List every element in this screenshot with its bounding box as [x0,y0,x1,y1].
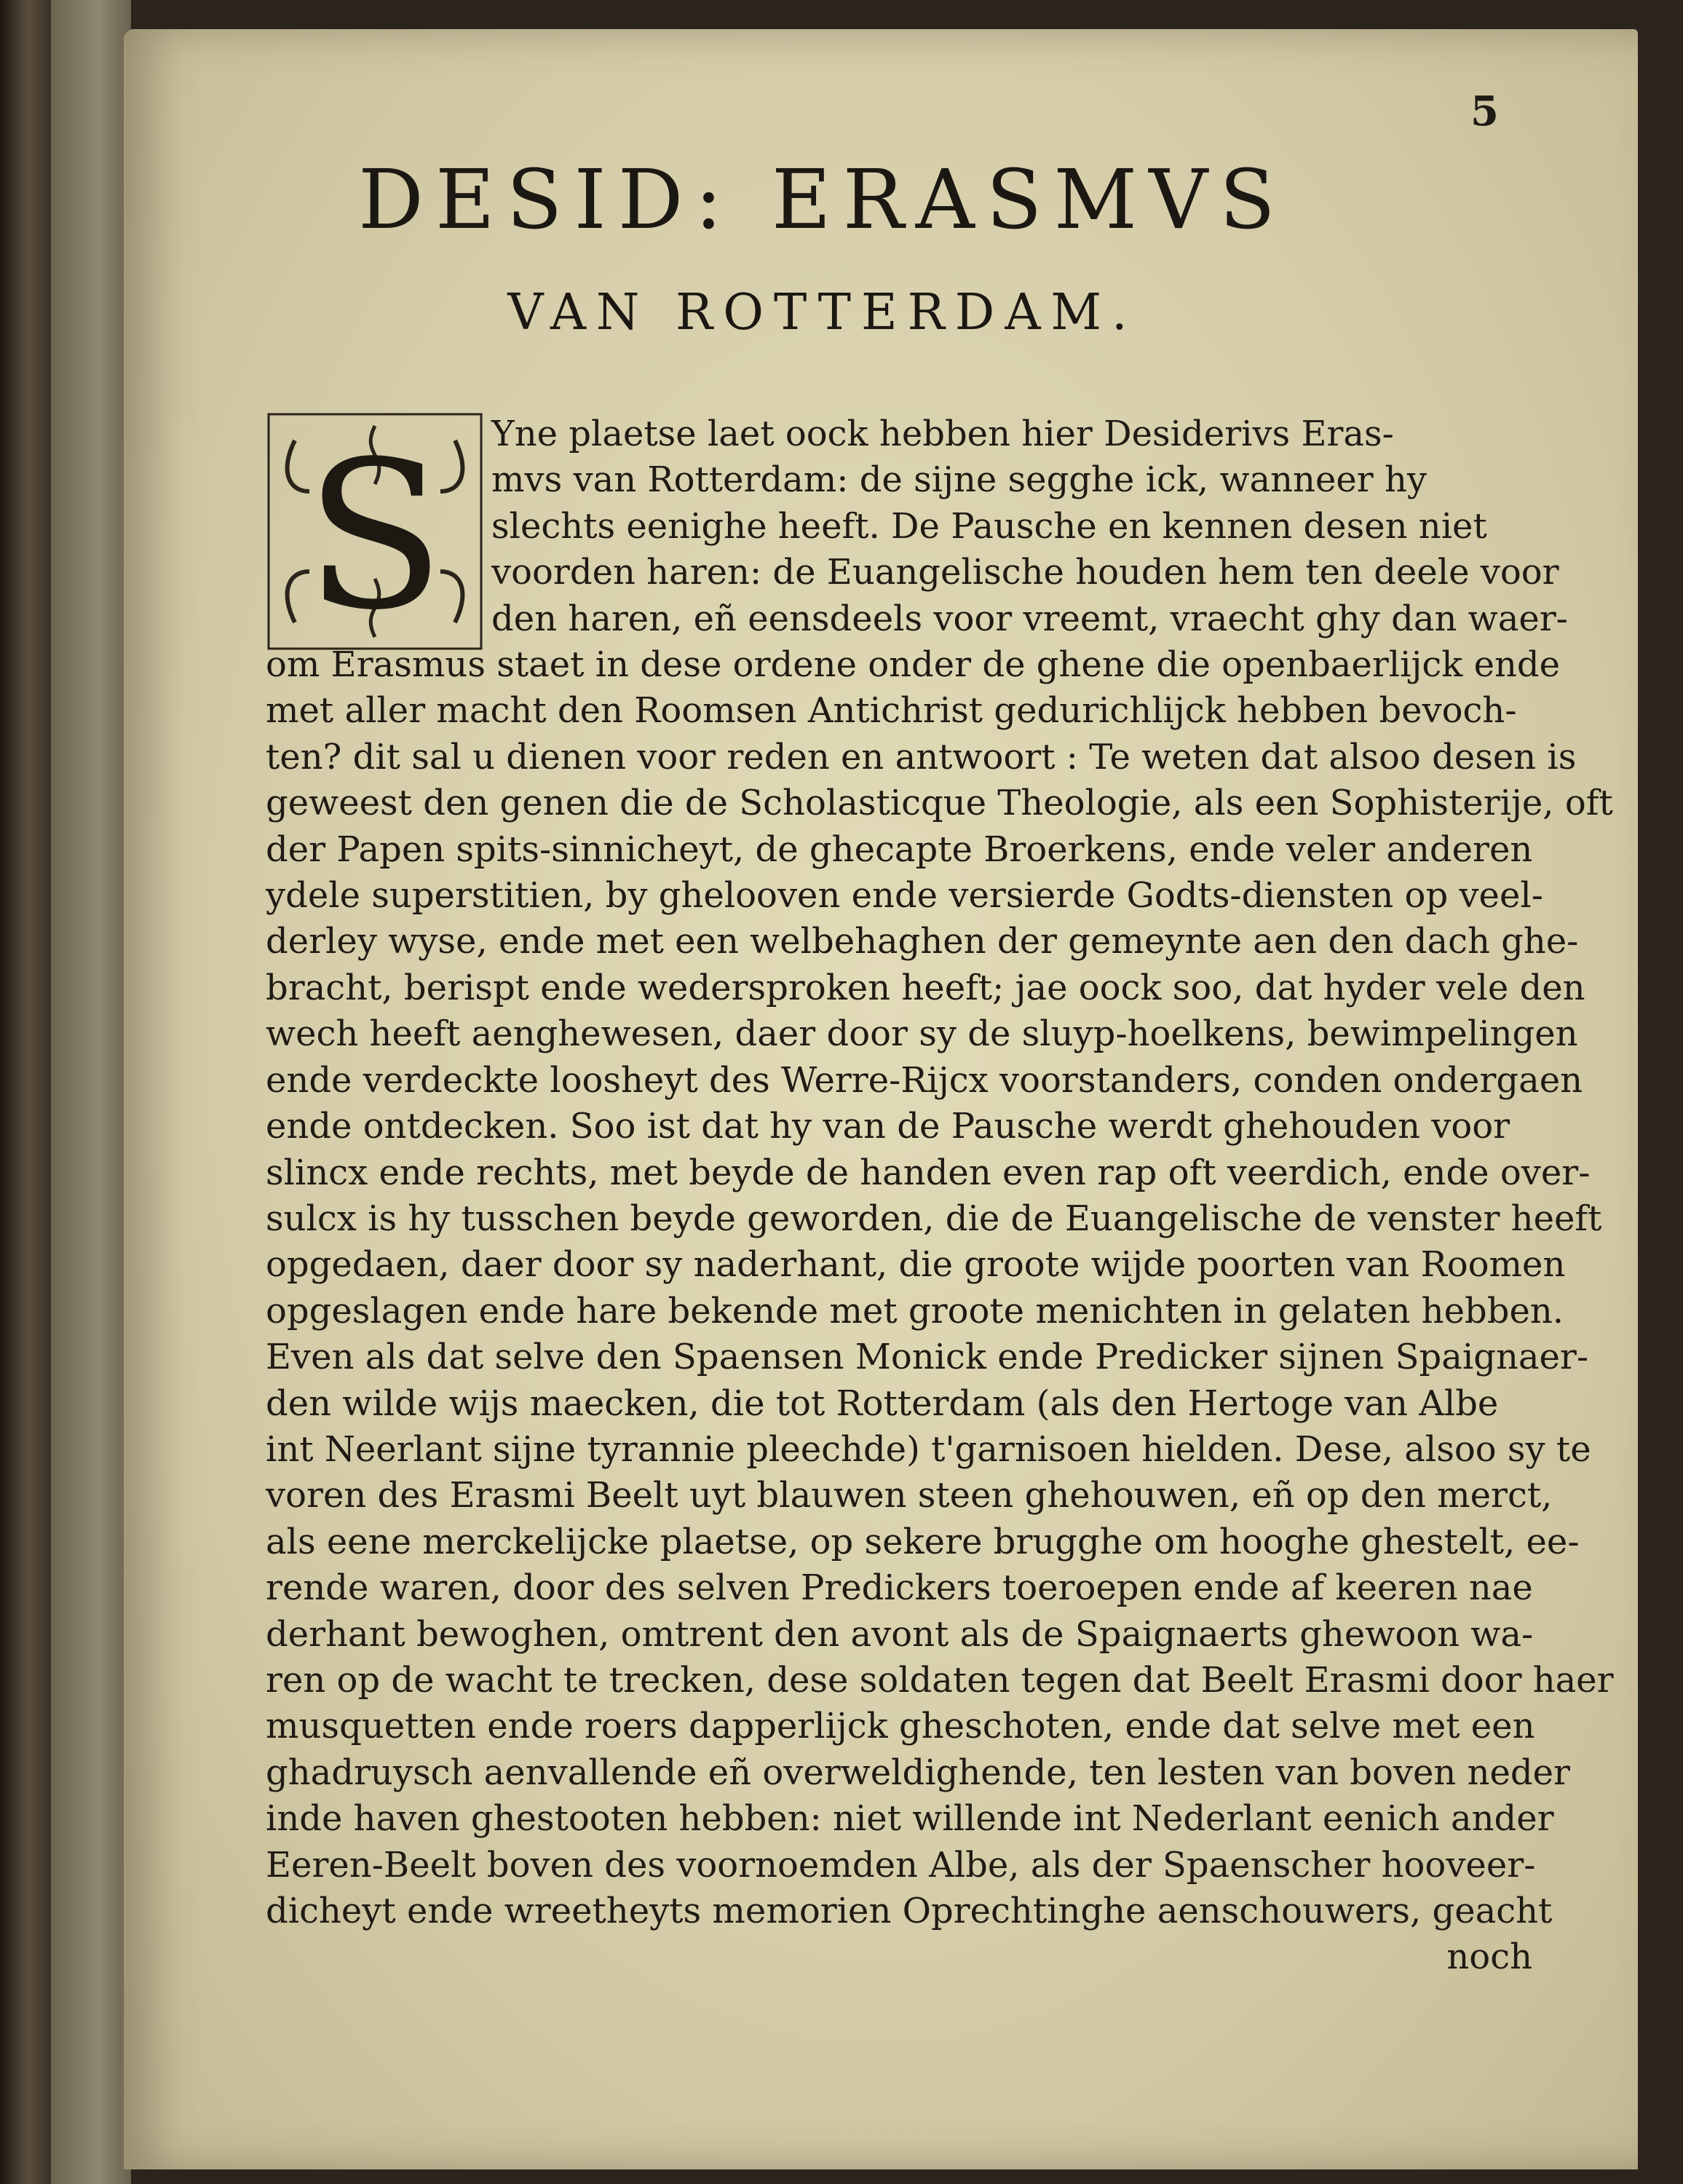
text-line: derley wyse, ende met een welbehaghen der gemeynte aen den dach ghe- [266,921,1579,962]
text-line: dicheyt ende wreetheyts memorien Oprechtinghe aenschouwers, geacht [266,1891,1553,1931]
page-subtitle: VAN ROTTERDAM. [507,284,1138,341]
left-page-edge [51,0,131,2184]
book-spine [0,0,51,2184]
page-signature: 5 [1470,87,1499,135]
text-line: ydele superstitien, by ghelooven ende versierde Godts-diensten op veel- [266,875,1543,917]
text-line: slechts eenighe heeft. De Pausche en kennen desen niet [491,505,1487,547]
text-line: wech heeft aenghewesen, daer door sy de sluyp-hoelkens, bewimpelingen [266,1013,1578,1055]
text-line: sulcx is hy tusschen beyde geworden, die de Euangelische de venster heeft [266,1198,1602,1239]
text-line: slincx ende rechts, met beyde de handen even rap oft veerdich, ende over- [266,1152,1591,1193]
text-line: ende ontdecken. Soo ist dat hy van de Pausche werdt ghehouden voor [266,1106,1510,1147]
text-line: ren op de wacht te trecken, dese soldaten tegen dat Beelt Erasmi door haer [266,1659,1614,1701]
text-line: Eeren-Beelt boven des voornoemden Albe, als der Spaenscher hooveer- [266,1844,1536,1886]
book-page [124,29,1638,2169]
text-line: om Erasmus staet in dese ordene onder de ghene die openbaerlijck ende [266,644,1561,686]
text-line: rende waren, door des selven Predickers toeroepen ende af keeren nae [266,1567,1533,1609]
text-line: opgedaen, daer door sy naderhant, die groote wijde poorten van Roomen [266,1244,1566,1286]
text-line: bracht, berispt ende wedersproken heeft; jae oock soo, dat hyder vele den [266,967,1585,1008]
text-line: opgeslagen ende hare bekende met groote menichten in gelaten hebben. [266,1290,1564,1332]
text-line: voorden haren: de Euangelische houden hem ten deele voor [491,552,1559,593]
text-line: inde haven ghestooten hebben: niet willende int Nederlant eenich ander [266,1798,1554,1840]
text-line: Yne plaetse laet oock hebben hier Desiderivs Eras- [491,414,1394,454]
text-line: mvs van Rotterdam: de sijne segghe ick, wanneer hy [491,459,1427,501]
body-text [266,411,1614,1981]
text-line: den haren, eñ eensdeels voor vreemt, vraecht ghy dan waer- [491,598,1568,639]
text-line: als eene merckelijcke plaetse, op sekere brugghe om hooghe ghestelt, ee- [266,1521,1580,1562]
initial-letter: S [305,418,445,652]
catchword: noch [1446,1936,1532,1978]
text-line: int Neerlant sijne tyrannie pleechde) t'garnisoen hielden. Dese, alsoo sy te [266,1428,1591,1470]
text-line: Even als dat selve den Spaensen Monick ende Predicker sijnen Spaignaer- [266,1337,1589,1378]
page-title: DESID: ERASMVS [358,153,1287,248]
text-line: voren des Erasmi Beelt uyt blauwen steen ghehouwen, eñ op den merct, [266,1475,1553,1516]
text-line: musquetten ende roers dapperlijck gheschoten, ende dat selve met een [266,1706,1535,1747]
text-line: met aller macht den Roomsen Antichrist gedurichlijck hebben bevoch- [266,690,1517,732]
text-line: derhant bewoghen, omtrent den avont als de Spaignaerts ghewoon wa- [266,1613,1534,1655]
text-line: ten? dit sal u dienen voor reden en antwoort : Te weten dat alsoo desen is [266,736,1577,778]
text-line: ende verdeckte loosheyt des Werre-Rijcx voorstanders, conden ondergaen [266,1059,1583,1101]
text-line: den wilde wijs maecken, die tot Rotterdam (als den Hertoge van Albe [266,1382,1499,1424]
text-line: der Papen spits-sinnicheyt, de ghecapte Broerkens, ende veler anderen [266,828,1533,870]
text-line: ghadruysch aenvallende eñ overweldighende, ten lesten van boven neder [266,1752,1570,1793]
text-line: geweest den genen die de Scholasticque Theologie, als een Sophisterije, oft [266,783,1613,824]
